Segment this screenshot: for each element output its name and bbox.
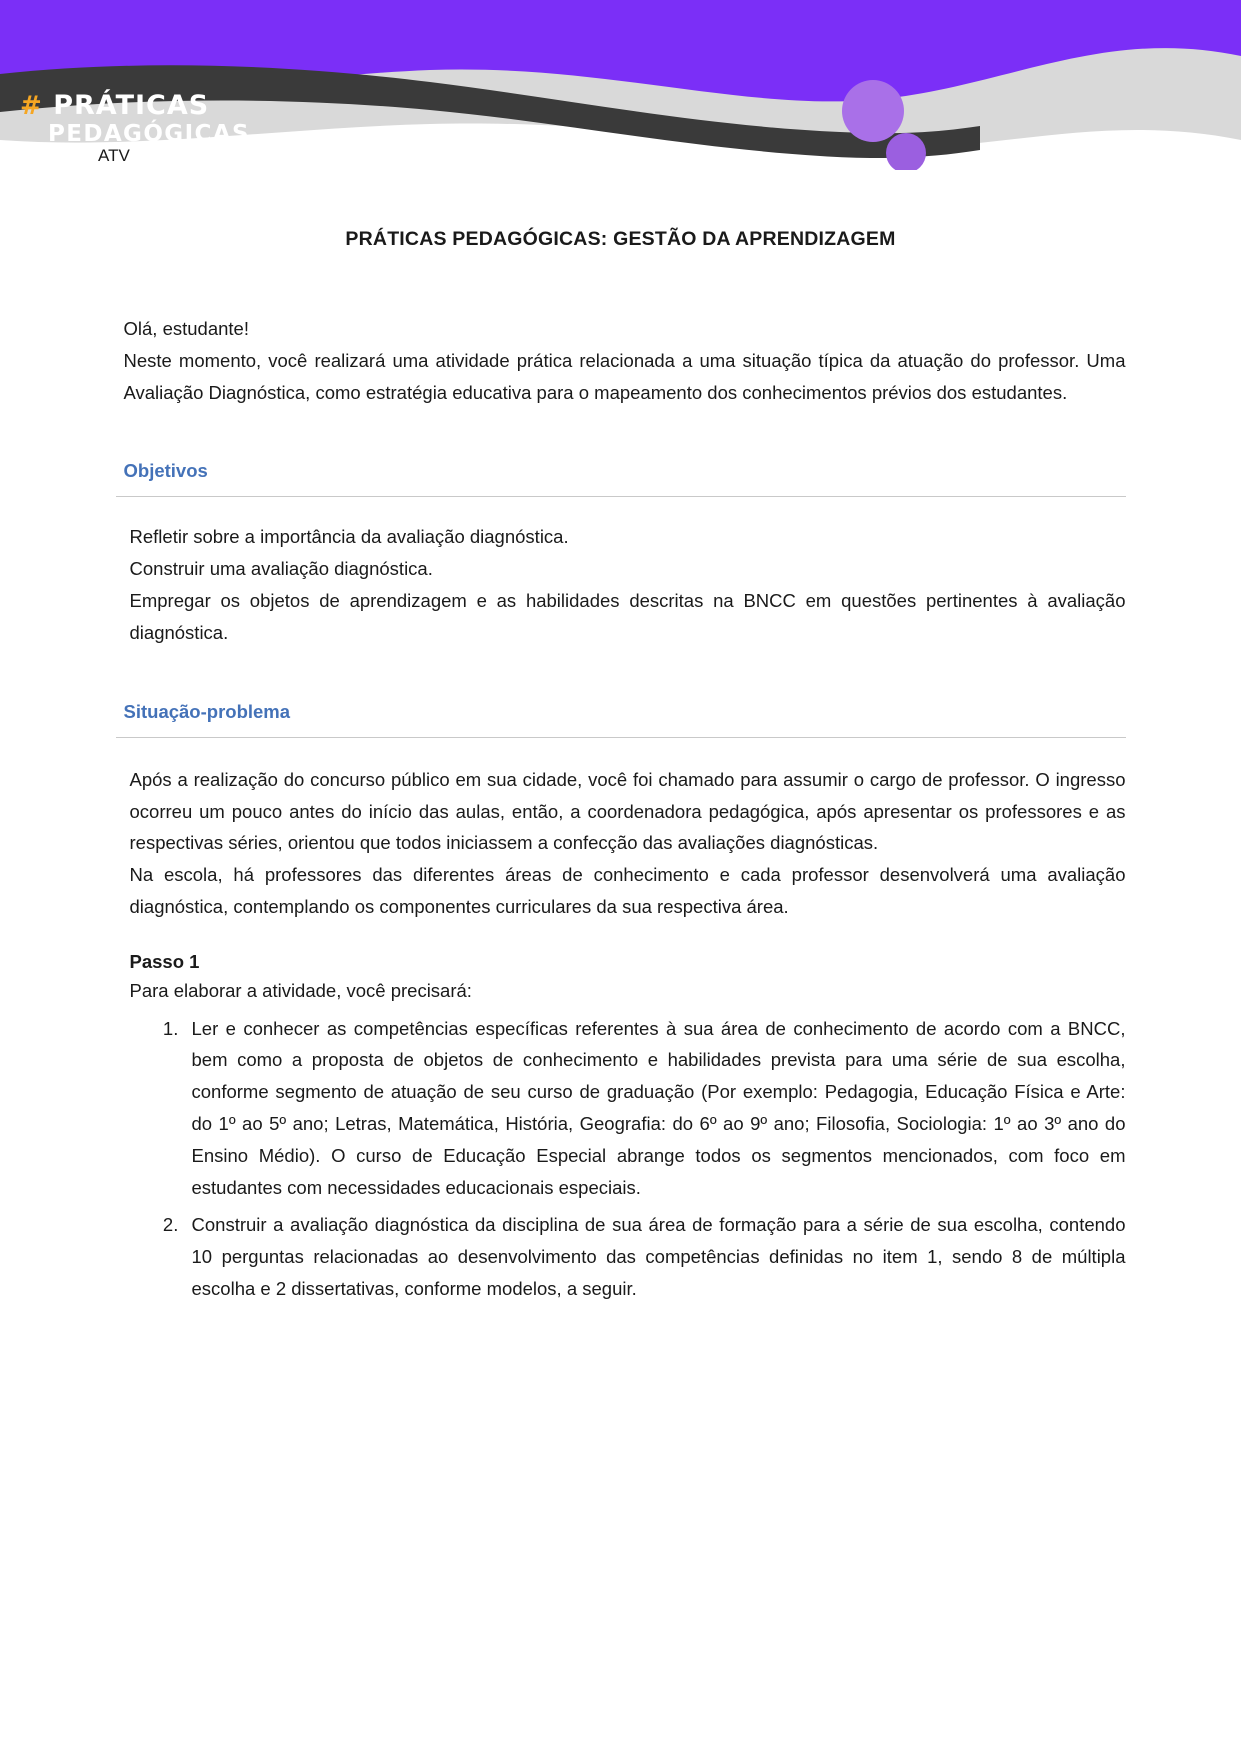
situacao-paragraph: Na escola, há professores das diferentes áreas de conhecimento e cada professor desenvolverá uma avaliação diagnóstica, contemplando os componentes curriculares da sua respectiva área. bbox=[129, 864, 1126, 917]
objetivo-item: Construir uma avaliação diagnóstica. bbox=[129, 558, 433, 580]
section-divider bbox=[116, 496, 1126, 497]
list-item: 1. Ler e conhecer as competências específicas referentes à sua área de conhecimento de acordo com a BNCC, bem como a proposta de objetos de conhecimento e habilidades prevista para uma série de sua escolha, conforme segmento de atuação de seu curso de graduação (Por exemplo: Pedagogia, Educação Física e Arte: do 1º ao 5º ano; Letras, Matemática, História, Geografia: do 6º ao 9º ano; Filosofia, Sociologia: 1º ao 3º ano do Ensino Médio). O curso de Educação Especial abrange todos os segmentos mencionados, com foco em estudantes com necessidades educacionais especiais. bbox=[184, 1013, 1126, 1204]
situacao-paragraph: Após a realização do concurso público em sua cidade, você foi chamado para assumir o cargo de professor. O ingresso ocorreu um pouco antes do início das aulas, então, a coordenadora pedagógica, após apresentar os professores e as respectivas séries, orientou que todos iniciassem a confecção das avaliações diagnósticas. bbox=[129, 768, 1126, 854]
section-divider bbox=[116, 737, 1126, 738]
brand-logo-line1 bbox=[20, 92, 250, 119]
step-intro-text: Para elaborar a atividade, você precisará: bbox=[129, 979, 472, 1001]
brand-logo-text-praticas: PRÁTICAS bbox=[53, 90, 210, 121]
brand-logo bbox=[20, 92, 250, 146]
section-heading-situacao-problema: Situação-problema bbox=[123, 700, 291, 722]
brand-logo-text-pedagogicas: PEDAGÓGICAS bbox=[48, 121, 250, 147]
situacao-problema-content bbox=[116, 764, 1126, 923]
page-header-banner bbox=[0, 0, 1241, 170]
section-objetivos bbox=[116, 460, 1126, 497]
greeting-text: Olá, estudante! bbox=[123, 318, 249, 339]
section-situacao-problema bbox=[116, 701, 1126, 738]
intro-paragraph: Neste momento, você realizará uma atividade prática relacionada a uma situação típica da atuação do professor. Uma Avaliação Diagnóstica, como estratégia educativa para o mapeamento dos conhecimentos prévios dos estudantes. bbox=[123, 349, 1126, 403]
list-item: 2. Construir a avaliação diagnóstica da disciplina de sua área de formação para a série de sua escolha, contendo 10 perguntas relacionadas ao desenvolvimento das competências definidas no item 1, sendo 8 de múltipla escolha e 2 dissertativas, conforme modelos, a seguir. bbox=[184, 1209, 1126, 1304]
document-body bbox=[116, 228, 1126, 1345]
step-intro bbox=[116, 975, 1126, 1007]
objetivos-content bbox=[116, 521, 1126, 648]
objetivo-item: Refletir sobre a importância da avaliação diagnóstica. bbox=[129, 526, 569, 548]
spacer bbox=[116, 923, 1126, 951]
page-title: PRÁTICAS PEDAGÓGICAS: GESTÃO DA APRENDIZAGEM bbox=[345, 228, 896, 250]
hash-icon: # bbox=[20, 91, 43, 121]
section-heading-objetivos: Objetivos bbox=[123, 460, 208, 482]
intro-block bbox=[116, 313, 1126, 408]
step-list bbox=[116, 1013, 1126, 1305]
atv-label: ATV bbox=[98, 146, 130, 165]
step-heading-passo-1: Passo 1 bbox=[129, 950, 200, 972]
objetivo-item: Empregar os objetos de aprendizagem e as habilidades descritas na BNCC em questões pertinentes à avaliação diagnóstica. bbox=[129, 590, 1126, 643]
